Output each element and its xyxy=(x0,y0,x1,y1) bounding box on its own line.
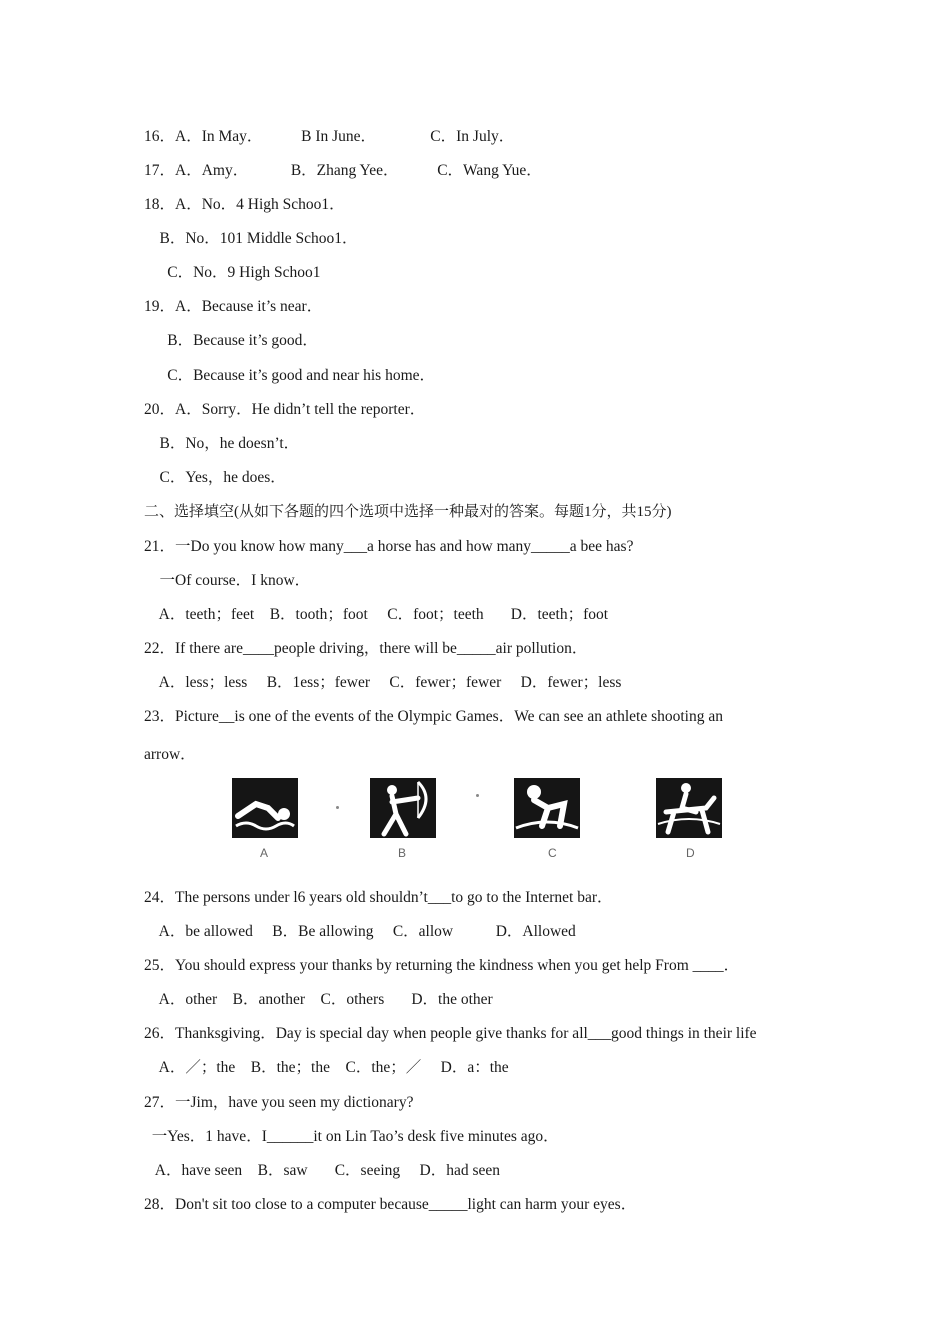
q23-stem: 23．Picture__is one of the events of the Olympic Games．We can see an athlete shooting an xyxy=(144,708,723,725)
q21-reply: 一Of course．I know． xyxy=(144,572,311,589)
scan-speck xyxy=(476,794,479,797)
pictogram-label-b: B xyxy=(398,846,407,860)
q22-stem: 22．If there are____people driving，there will be_____air pollution． xyxy=(144,640,588,657)
q25-stem: 25．You should express your thanks by returning the kindness when you get help From ____． xyxy=(144,957,740,974)
q18-option-a: 18．A．No．4 High Schoo1． xyxy=(144,196,345,213)
scan-speck xyxy=(336,806,339,809)
q26-stem: 26．Thanksgiving．Day is special day when people give thanks for all___good things in their life xyxy=(144,1025,757,1042)
q26-options: A．／；the B．the；the C．the；／ D．a：the xyxy=(144,1059,509,1076)
q22-options: A．less；less B．1ess；fewer C．fewer；fewer D．fewer；less xyxy=(144,674,622,691)
q18-option-c: C．No．9 High Schoo1 xyxy=(144,264,321,281)
q19-option-c: C．Because it’s good and near his home． xyxy=(144,367,436,384)
q18-option-b: B．No．101 Middle Schoo1． xyxy=(144,230,358,247)
q25-options: A．other B．another C．others D．the other xyxy=(144,991,493,1008)
q19-option-b: B．Because it’s good． xyxy=(144,332,318,349)
q27-options: A．have seen B．saw C．seeing D．had seen xyxy=(144,1162,501,1179)
q21-options: A．teeth；feet B．tooth；foot C．foot；teeth D．teeth；foot xyxy=(144,606,609,623)
equestrian-pictogram-icon xyxy=(656,778,722,838)
q24-stem: 24．The persons under l6 years old shouldn’t___to go to the Internet bar． xyxy=(144,889,613,906)
pictogram-label-d: D xyxy=(686,846,695,860)
q21-stem: 21．一Do you know how many___a horse has and how many_____a bee has? xyxy=(144,538,634,555)
q23-stem-cont: arrow． xyxy=(144,746,196,763)
q28-stem: 28．Don't sit too close to a computer because_____light can harm your eyes． xyxy=(144,1196,637,1213)
swimming-pictogram-icon xyxy=(232,778,298,838)
q20-option-c: C．Yes，he does． xyxy=(144,469,286,486)
archery-pictogram-icon xyxy=(370,778,436,838)
q16-options: 16．A．In May． B In June． C．In July． xyxy=(144,128,515,145)
pictogram-label-c: C xyxy=(548,846,557,860)
q19-option-a: 19．A．Because it’s near． xyxy=(144,298,323,315)
olympic-pictograms xyxy=(226,772,736,868)
q17-options: 17．A．Amy． B．Zhang Yee． C．Wang Yue． xyxy=(144,162,542,179)
q27-reply: 一Yes．1 have．I______it on Lin Tao’s desk five minutes ago． xyxy=(144,1128,559,1145)
section-heading: 二、选择填空(从如下各题的四个选项中选择一种最对的答案。每题1分，共15分) xyxy=(144,504,672,520)
cycling-pictogram-icon xyxy=(514,778,580,838)
q24-options: A．be allowed B．Be allowing C．allow D．Allowed xyxy=(144,923,576,940)
q20-option-b: B．No，he doesn’t． xyxy=(144,435,300,452)
q27-stem: 27．一Jim，have you seen my dictionary? xyxy=(144,1094,414,1111)
q20-option-a: 20．A．Sorry．He didn’t tell the reporter． xyxy=(144,401,426,418)
pictogram-label-a: A xyxy=(260,846,269,860)
